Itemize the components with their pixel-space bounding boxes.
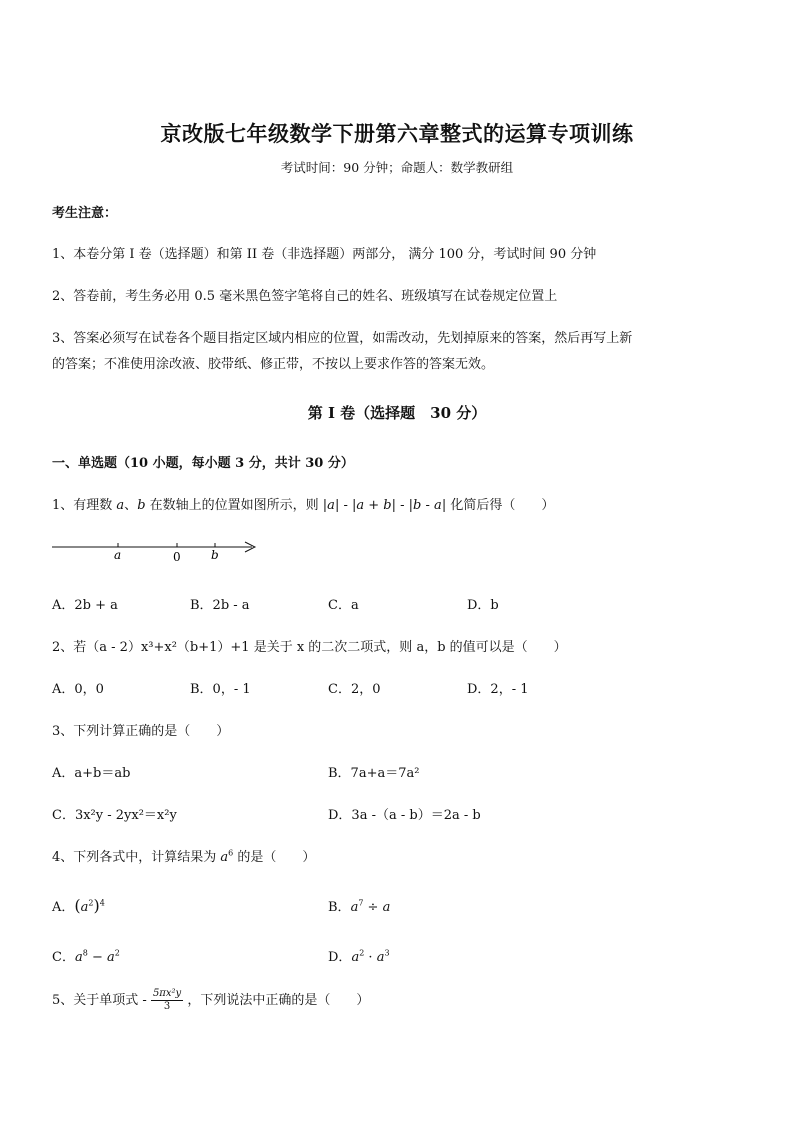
question-2-stem: 2、若（a - 2）x³+x²（b+1）+1 是关于 x 的二次二项式，则 a，b 的值可以是（ ）	[52, 640, 567, 655]
label-zero: 0	[173, 550, 181, 564]
q3-option-c[interactable]: C．3x²y - 2yx²＝x²y	[52, 808, 177, 823]
q4-option-c[interactable]: C．$a^8 - a^2$	[52, 948, 120, 965]
q1-option-c[interactable]: C．a	[328, 598, 359, 613]
q4-option-b[interactable]: B．$a^7 \div a$	[328, 898, 391, 915]
label-b: b	[211, 548, 219, 562]
q3-option-a[interactable]: A．a+b＝ab	[52, 766, 131, 781]
q4-option-d[interactable]: D．$a^2 \cdot a^3$	[328, 948, 390, 965]
number-line-figure	[52, 530, 262, 570]
q3-option-d[interactable]: D．3a -（a - b）＝2a - b	[328, 808, 481, 823]
notice-item-3-cont: 的答案；不准使用涂改液、胶带纸、修正带，不按以上要求作答的答案无效。	[52, 357, 495, 372]
question-1-stem: 1、有理数 a、b 在数轴上的位置如图所示，则 |a| - |a + b| - |b - a| 化简后得（ ）	[52, 498, 555, 513]
q1-option-b[interactable]: B．2b - a	[190, 598, 250, 613]
notice-item-2: 2、答卷前，考生务必用 0.5 毫米黑色签字笔将自己的姓名、班级填写在试卷规定位置上	[52, 289, 558, 304]
part-heading: 一、单选题（10 小题，每小题 3 分，共计 30 分）	[52, 456, 354, 471]
exam-subtitle: 考试时间：90 分钟；命题人：数学教研组	[280, 160, 514, 175]
q2-option-c[interactable]: C．2，0	[328, 682, 381, 697]
page-title: 京改版七年级数学下册第六章整式的运算专项训练	[160, 121, 634, 146]
question-4-stem: 4、下列各式中，计算结果为 $a^6$ 的是（ ）	[52, 848, 316, 865]
notice-heading: 考生注意：	[52, 206, 118, 221]
q2-option-a[interactable]: A．0，0	[52, 682, 104, 697]
section-title: 第 I 卷（选择题 30 分）	[307, 404, 487, 422]
notice-item-3: 3、答案必须写在试卷各个题目指定区域内相应的位置，如需改动，先划掉原来的答案，然后再写上新	[52, 331, 633, 346]
q3-option-b[interactable]: B．7a+a＝7a²	[328, 766, 420, 781]
q4-option-a[interactable]: A．$(a^2)^4$	[52, 896, 105, 915]
q1-option-a[interactable]: A．2b + a	[52, 598, 118, 613]
q2-option-d[interactable]: D．2，- 1	[467, 682, 529, 697]
monomial-fraction: $\frac{\text{5πx²y}}{3}$	[152, 988, 182, 1012]
label-a: a	[114, 548, 122, 562]
q2-option-b[interactable]: B．0，- 1	[190, 682, 251, 697]
q1-option-d[interactable]: D．b	[467, 598, 499, 613]
question-5-stem: 5、关于单项式 - $\frac{\text{5πx²y}}{3}$ ，下列说法中正确的是（ ）	[52, 988, 370, 1012]
notice-item-1: 1、本卷分第 I 卷（选择题）和第 II 卷（非选择题）两部分， 满分 100 分，考试时间 90 分钟	[52, 247, 597, 262]
question-3-stem: 3、下列计算正确的是（ ）	[52, 724, 230, 739]
